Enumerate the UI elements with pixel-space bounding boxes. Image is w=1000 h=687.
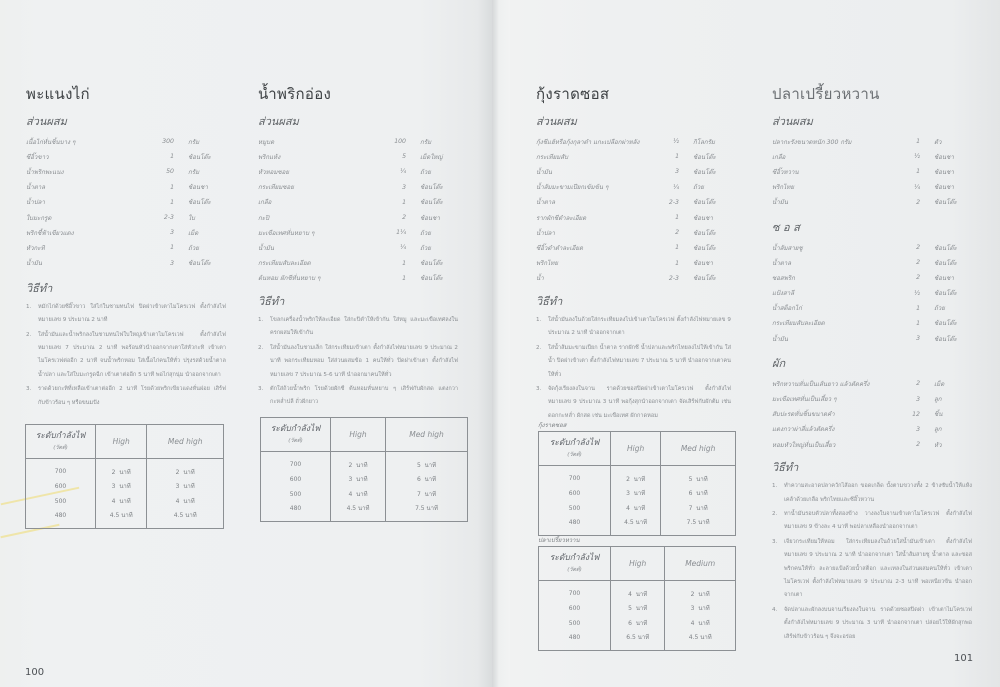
method-steps	[772, 480, 972, 644]
ingredient-row: พริกชี้ฟ้าเขียวแดง 3 เม็ด	[26, 229, 199, 237]
table-row: 600 3 นาที 3 นาที	[26, 479, 224, 494]
ingredient-list	[536, 134, 731, 286]
table-row: 700 4 นาที 2 นาที	[539, 581, 736, 601]
table-row: 500 6 นาที 4 นาที	[539, 616, 736, 631]
method-heading: วิธีทำ	[258, 294, 285, 308]
ingredient-row: กระเทียมซอย 3 ช้อนโต๊ะ	[258, 183, 443, 192]
method-steps	[258, 314, 458, 410]
ingredient-row: ซีอิ๊วดำตำละเอียด 1 ช้อนโต๊ะ	[536, 244, 716, 252]
ingredient-row: กะปิ 2 ช้อนชา	[258, 214, 440, 222]
ingredient-list	[26, 134, 226, 271]
ingredient-row: น้ำมัน 3 ช้อนโต๊ะ	[26, 259, 211, 268]
ingredient-row: พริกหวานหั่นเป็นเส้นยาว แล้วตัดครึ่ง 2 เม็ด	[772, 380, 945, 388]
method-heading: วิธีทำ	[26, 281, 53, 295]
table-row: 480 4.5 นาที 4.5 นาที	[26, 509, 224, 529]
ingredient-row: มะเขือเทศหั่นเป็นเสี้ยว ๆ 3 ลูก	[772, 395, 942, 404]
ingredient-row: เกลือ 1 ช้อนโต๊ะ	[258, 198, 443, 207]
table-row: 500 4 นาที 7 นาที	[539, 501, 736, 516]
vegetable-list	[772, 376, 972, 452]
ingredient-row: น้ำมัน 2 ช้อนโต๊ะ	[772, 198, 957, 207]
ingredient-list	[258, 134, 458, 286]
ingredient-row: น้ำตาล 2 ช้อนโต๊ะ	[772, 259, 957, 267]
page-right	[510, 0, 1000, 687]
time-table-shrimp: กุ้งราดซอส ระดับกำลังไฟ (วัตต์) High Med high 700 2 นาที 5 นาที 600 3 นาที 6 นาที 500 4 นาที 7 นาที 480 4.5 นาที 7.5 นาที	[538, 420, 736, 536]
ingredient-row: แตงกวาผ่าสี่แล้วตัดครึ่ง 3 ลูก	[772, 425, 942, 434]
method-step: 3. ตักใส่ถ้วยน้ำพริก โรยด้วยผักชี ต้นหอมหั่นหยาบ ๆ เสิร์ฟกับผักสด แตงกวา กะหล่ำปลี ถั่วฝักยาว	[258, 385, 458, 406]
ingredient-row: น้ำมัน 3 ช้อนโต๊ะ	[536, 168, 716, 176]
method-steps	[536, 314, 731, 423]
recipe-sweet-sour-fish	[772, 82, 972, 645]
ingredient-row: รากผักชีตำละเอียด 1 ช้อนชา	[536, 214, 713, 222]
microwave-time-table: ระดับกำลังไฟ (วัตต์) High Medium 700 4 นาที 2 นาที 600 5 นาที 3 นาที 500 6 นาที 4 นาที 480 6.5 นาที 4.5 นาที	[538, 546, 736, 651]
table-row: 700 2 นาที 5 นาที	[539, 466, 736, 486]
ingredient-row: ใบมะกรูด 2-3 ใบ	[26, 214, 195, 222]
ingredient-list	[772, 134, 972, 210]
book-gutter	[492, 0, 510, 687]
ingredient-row: น้ำมัน ¼ ถ้วย	[258, 244, 431, 252]
sauce-list	[772, 240, 972, 346]
table-row: 480 6.5 นาที 4.5 นาที	[539, 631, 736, 651]
ingredients-heading: ส่วนผสม	[26, 115, 67, 128]
table-row: 500 4 นาที 7 นาที	[261, 487, 468, 502]
table-row: 600 3 นาที 6 นาที	[261, 472, 468, 487]
ingredients-heading: ส่วนผสม	[258, 115, 299, 128]
ingredient-row: น้ำส้มสายชู 2 ช้อนโต๊ะ	[772, 244, 957, 252]
method-step: 1. หมักไก่ด้วยซีอิ๊วขาว ใส่ไก่ในชามทนไฟ ปิดฝาเข้าเตาไมโครเวฟ ตั้งกำลังไฟหมายเลข 9 ประมาณ 2 นาที	[26, 303, 226, 324]
ingredient-row: น้ำสต็อกไก่ 1 ถ้วย	[772, 304, 945, 313]
method-step: 1. ใส่น้ำมันลงในถ้วยใส่กระเทียมลงไปเข้าเตาไมโครเวฟ ตั้งกำลังไฟหมายเลข 9 ประมาณ 2 นาที นำออกจากเตา	[536, 316, 731, 337]
ingredient-row: หอมหัวใหญ่หั่นเป็นเสี้ยว 2 หัว	[772, 441, 942, 449]
ingredients-heading: ส่วนผสม	[772, 115, 813, 128]
ingredient-row: น้ำปลา 2 ช้อนโต๊ะ	[536, 229, 716, 237]
ingredient-row: หัวกะทิ 1 ถ้วย	[26, 244, 199, 252]
ingredient-row: หมูบด 100 กรัม	[258, 138, 432, 146]
ingredient-row: กุ้งชีแฮ้หรือกุ้งกุลาดำ แกะเปลือกผ่าหลัง ½ กิโลกรัม	[536, 138, 716, 146]
table-row: 480 4.5 นาที 7.5 นาที	[261, 502, 468, 522]
method-heading: วิธีทำ	[772, 461, 799, 475]
page-number-right: 101	[954, 653, 974, 664]
ingredient-row: น้ำตาล 1 ช้อนชา	[26, 183, 208, 192]
method-step: 1. ทำความสะอาดปลาควักไส้ออก ขอดเกล็ด บั้งตามขวางทั้ง 2 ข้างซับน้ำให้แห้ง เคล้าด้วยเกลือ พริกไทยและซีอิ๊วหวาน	[772, 483, 972, 503]
ingredient-row: ซีอิ๊วขาว 1 ช้อนโต๊ะ	[26, 153, 211, 161]
ingredient-row: น้ำปลา 1 ช้อนโต๊ะ	[26, 198, 211, 207]
method-step: 2. ใส่น้ำมันและน้ำพริกลงในชามทนไฟใบใหญ่เข้าเตาไมโครเวฟ ตั้งกำลังไฟหมายเลข 7 ประมาณ 2 นาที พอร้อนหัวนำออกจากเตาใส่หัวกะทิ เข้าเตาไมโครเวฟต่ออีก 2 นาที จนน้ำพริกหอม ใส่เนื้อไก่คนให้ทั่ว ปรุงรสด้วยน้ำตาล น้ำปลา และใส่ใบมะกรูดฉีก เข้าเตาต่ออีก 5 นาที พอไก่สุกนุ่ม นำออกจากเตา	[26, 331, 226, 378]
page-number-left: 100	[25, 667, 45, 678]
microwave-time-table: ระดับกำลังไฟ (วัตต์) High Med high 700 2 นาที 2 นาที 600 3 นาที 3 นาที 500 4 นาที 4 นาที 480 4.5 นาที 4.5 นาที	[25, 424, 224, 529]
table-row: 480 4.5 นาที 7.5 นาที	[539, 516, 736, 536]
method-step: 3. จัดกุ้งเรียงลงในจาน ราดด้วยซอสปิดฝาเข้าเตาไมโครเวฟ ตั้งกำลังไฟหมายเลข 9 ประมาณ 3 นาที พอกุ้งสุกนำออกจากเตา จัดเสิร์ฟกับผักต้ม เช่น ดอกกะหล่ำ ผักสด เช่น มะเขือเทศ ผักกาดหอม	[536, 385, 731, 419]
page-left	[0, 0, 492, 687]
method-step: 3. ราดด้วยกะทิที่เหลือเข้าเตาต่ออีก 2 นาที โรยด้วยพริกเขียวแดงหั่นฝอย เสิร์ฟกับข้าวร้อน ๆ หรือขนมปัง	[26, 386, 226, 406]
ingredient-row: พริกแห้ง 5 เม็ดใหญ่	[258, 153, 443, 161]
ingredient-row: มะเขือเทศหั่นหยาบ ๆ 1¼ ถ้วย	[258, 229, 431, 237]
microwave-time-table: ระดับกำลังไฟ (วัตต์) High Med high 700 2 นาที 5 นาที 600 3 นาที 6 นาที 500 4 นาที 7 นาที 480 4.5 นาที 7.5 นาที	[538, 431, 736, 536]
table-row: 600 5 นาที 3 นาที	[539, 601, 736, 616]
ingredient-row: พริกไทย ¼ ช้อนชา	[772, 183, 954, 192]
ingredient-row: กระเทียมสับ 1 ช้อนโต๊ะ	[536, 153, 716, 161]
ingredient-row: น้ำตาล 2-3 ช้อนโต๊ะ	[536, 198, 716, 207]
recipe-phanaeng-chicken	[26, 82, 226, 411]
recipe-nam-phrik-ong	[258, 82, 458, 411]
recipe-title: กุ้งราดซอส	[536, 85, 610, 103]
method-step: 4. จัดปลาและผักลงบนจานเรียงลงในจาน ราดด้วยซอสปิดฝา เข้าเตาไมโครเวฟ ตั้งกำลังไฟหมายเลข 9 ประมาณ 3 นาที นำออกจากเตา ปล่อยไว้ให้ผักสุกพอ เสิร์ฟกับข้าวร้อน ๆ จึงจะอร่อย	[772, 606, 972, 640]
method-step: 3. เจียวกระเทียมให้หอม ใส่กระเทียมลงในถ้วยใส่น้ำมันเข้าเตา ตั้งกำลังไฟหมายเลข 9 ประมาณ 2 นาที นำออกจากเตา ใส่น้ำส้มสายชู น้ำตาล และซอสพริกคนให้ทั่ว ละลายแป้งด้วยน้ำสต็อก และเทลงในส่วนผสมคนให้ทั่ว เข้าเตาไมโครเวฟ ตั้งกำลังไฟหมายเลข 9 ประมาณ 2-3 นาที พอเหนียวข้น นำออกจากเตา	[772, 538, 972, 599]
method-heading: วิธีทำ	[536, 294, 563, 308]
ingredient-row: กระเทียมสับละเอียด 1 ช้อนโต๊ะ	[772, 319, 957, 328]
ingredient-row: น้ำมัน 3 ช้อนโต๊ะ	[772, 335, 957, 343]
ingredient-row: หัวหอมซอย ¼ ถ้วย	[258, 168, 431, 176]
ingredient-row: เกลือ ½ ช้อนชา	[772, 153, 954, 161]
sauce-heading: ซ อ ส	[772, 220, 800, 234]
ingredient-row: ต้นหอม ผักชีหั่นหยาบ ๆ 1 ช้อนโต๊ะ	[258, 274, 443, 283]
method-step: 1. โขลกเครื่องน้ำพริกให้ละเอียด ใส่กะปิตำให้เข้ากัน ใส่หมู และมะเขือเทศลงในครกผสมให้เข้ากัน	[258, 316, 458, 337]
ingredients-heading: ส่วนผสม	[536, 115, 577, 128]
recipe-title: ปลาเปรี้ยวหวาน	[772, 85, 880, 103]
time-table-sweet-sour-fish: ปลาเปรี้ยวหวาน ระดับกำลังไฟ (วัตต์) High Medium 700 4 นาที 2 นาที 600 5 นาที 3 นาที 500 6 นาที 4 นาที 480 6.5 นาที 4.5 นาที	[538, 535, 736, 651]
method-step: 2. ใส่น้ำส้มมะขามเปียก น้ำตาล รากผักชี น้ำปลาและพริกไทยลงไปให้เข้ากัน ใส่น้ำ ปิดฝาเข้าเตา ตั้งกำลังไฟหมายเลข 7 ประมาณ 5 นาที นำออกจากเตาคนให้ทั่ว	[536, 344, 731, 378]
recipe-shrimp-sauce	[536, 82, 731, 424]
vegetable-heading: ผัก	[772, 357, 786, 371]
ingredient-row: ซีอิ๊วหวาน 1 ช้อนชา	[772, 168, 954, 176]
table-row: 700 2 นาที 2 นาที	[26, 459, 224, 479]
ingredient-row: สับปะรดหั่นชิ้นขนาดคำ 12 ชิ้น	[772, 410, 943, 419]
recipe-title: พะแนงไก่	[26, 85, 90, 103]
table-row: 600 3 นาที 6 นาที	[539, 486, 736, 501]
method-step: 2. ทาน้ำมันรอบตัวปลาทั้งสองข้าง วางลงในจานเข้าเตาไมโครเวฟ ตั้งกำลังไฟหมายเลข 9 ข้างละ 4 นาที พอปลาเหลืองนำออกจากเตา	[772, 511, 972, 531]
ingredient-row: แป้งสาลี ½ ช้อนโต๊ะ	[772, 289, 957, 298]
recipe-title: น้ำพริกอ่อง	[258, 85, 332, 103]
ingredient-row: น้ำส้มมะขามเปียกเข้มข้น ๆ ¼ ถ้วย	[536, 183, 704, 192]
microwave-time-table: ระดับกำลังไฟ (วัตต์) High Med high 700 2 นาที 5 นาที 600 3 นาที 6 นาที 500 4 นาที 7 นาที 480 4.5 นาที 7.5 นาที	[260, 417, 468, 522]
table-row: 700 2 นาที 5 นาที	[261, 452, 468, 472]
ingredient-row: ปลากะรังขนาดหนัก 300 กรัม 1 ตัว	[772, 138, 942, 146]
method-steps	[26, 301, 226, 410]
ingredient-row: น้ำพริกพะแนง 50 กรัม	[26, 168, 200, 176]
ingredient-row: กระเทียมสับละเอียด 1 ช้อนโต๊ะ	[258, 259, 443, 268]
ingredient-row: น้ำ 2-3 ช้อนโต๊ะ	[536, 274, 716, 283]
table-row: 500 4 นาที 4 นาที	[26, 494, 224, 509]
ingredient-row: พริกไทย 1 ช้อนชา	[536, 259, 713, 268]
method-step: 2. ใส่น้ำมันลงในชามเล็ก ใส่กระเทียมเข้าเตา ตั้งกำลังไฟหมายเลข 9 ประมาณ 2 นาที พอกระเทียมหอม ใส่ส่วนผสมข้อ 1 คนให้ทั่ว ปิดฝาเข้าเตา ตั้งกำลังไฟหมายเลข 7 ประมาณ 5-6 นาที นำออกมาคนให้ทั่ว	[258, 344, 458, 378]
ingredient-row: ซอสพริก 2 ช้อนชา	[772, 274, 954, 282]
ingredient-row: เนื้อไก่หั่นชิ้นบาง ๆ 300 กรัม	[26, 138, 200, 146]
